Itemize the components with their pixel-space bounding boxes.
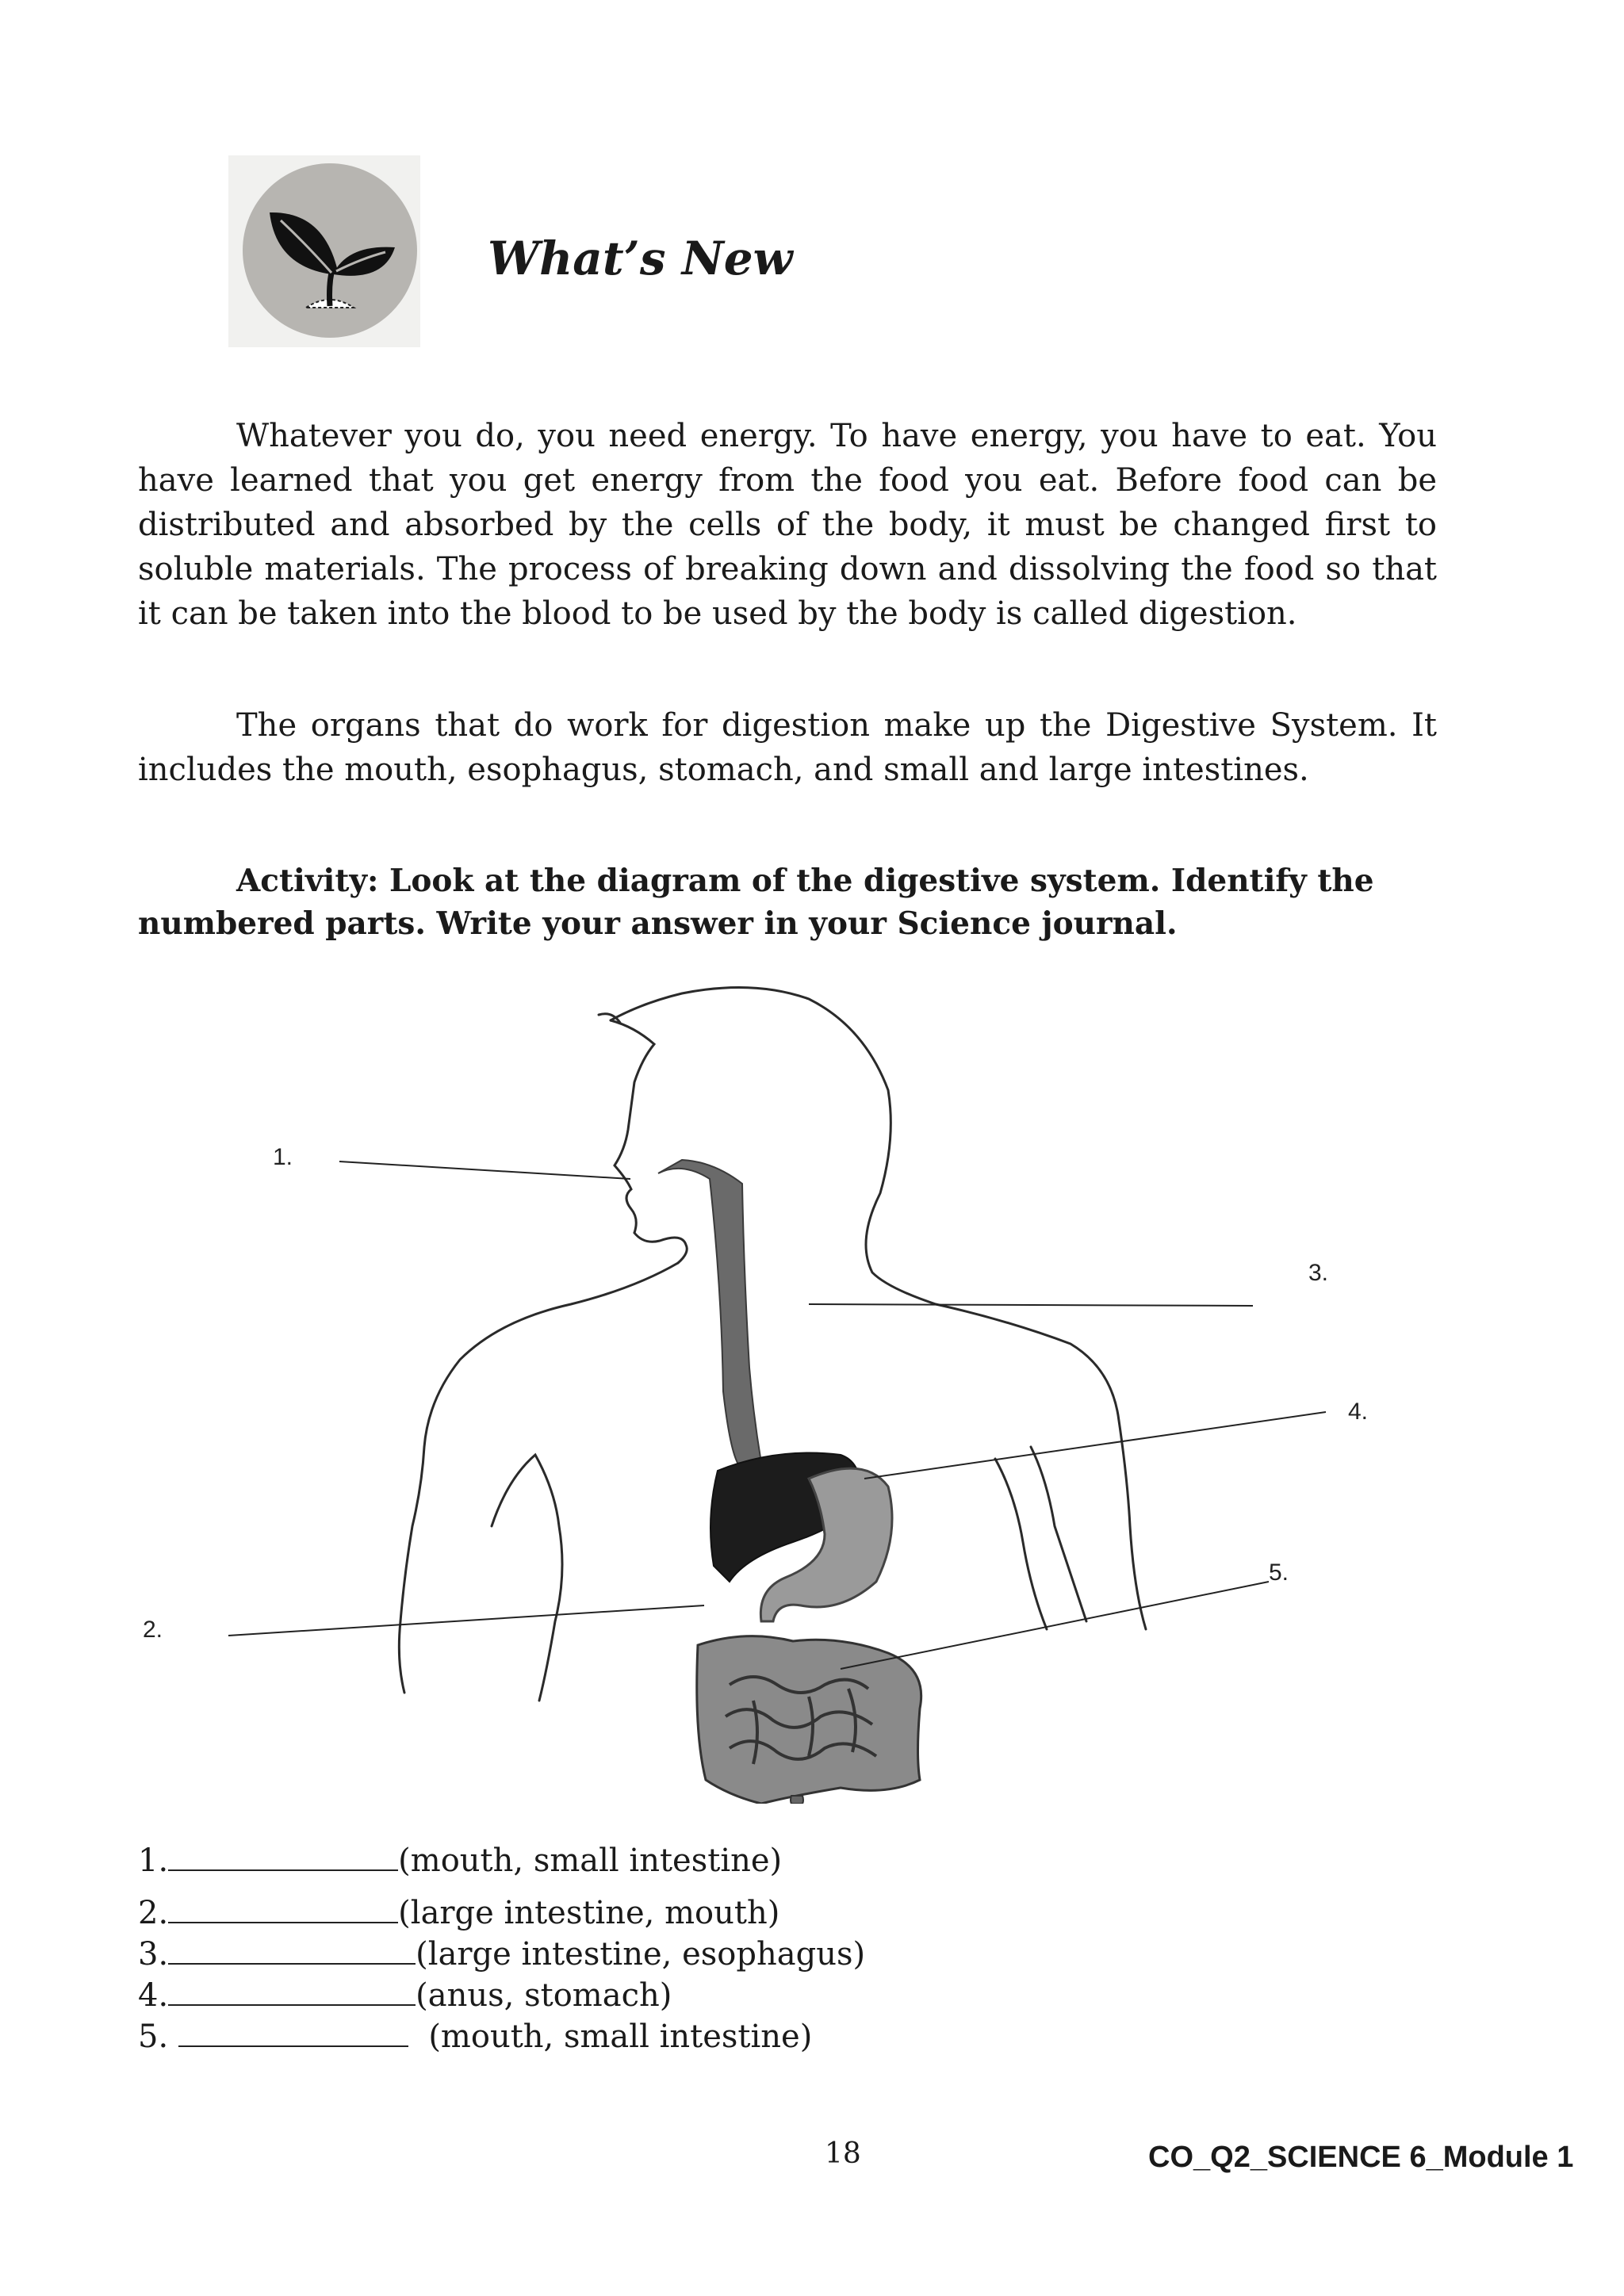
pointer-line-4 <box>864 1412 1326 1479</box>
activity-instructions: Activity: Look at the diagram of the digestive system. Identify the numbered parts. Write your answer in your Science journal. <box>138 863 1374 942</box>
answer-blank-1[interactable] <box>168 1839 398 1871</box>
answer-blank-2[interactable] <box>168 1892 398 1923</box>
pointer-line-1 <box>339 1161 630 1179</box>
answer-row: 4. (anus, stomach) <box>138 1974 865 2015</box>
answer-row: 2. (large intestine, mouth) <box>138 1892 865 1933</box>
intro-paragraph-block <box>138 414 1437 636</box>
header-icon-badge <box>228 155 420 347</box>
digestive-system-paragraph-block <box>138 703 1437 792</box>
pointer-line-2 <box>228 1605 704 1636</box>
answer-row: 1. (mouth, small intestine) <box>138 1839 865 1881</box>
pointer-line-5 <box>841 1582 1269 1669</box>
section-title: What’s New <box>488 232 793 285</box>
answer-row: 5. (mouth, small intestine) <box>138 2015 865 2057</box>
diagram-label-1: 1. <box>273 1144 293 1170</box>
answer-blank-3[interactable] <box>168 1933 416 1965</box>
answer-row: 3. (large intestine, esophagus) <box>138 1933 865 1974</box>
diagram-label-2: 2. <box>143 1617 163 1643</box>
esophagus-shape <box>658 1160 761 1467</box>
sprout-icon <box>228 155 420 347</box>
answer-list <box>138 1839 865 2057</box>
intro-paragraph: Whatever you do, you need energy. To have energy, you have to eat. You have learned that you get energy from the food you eat. Before food can be distributed and absorbed by the cells of the body, it must be changed first to soluble materials. The process of breaking down and dissolving the food so that it can be taken into the blood to be used by the body is called digestion. <box>138 418 1437 632</box>
answer-blank-5[interactable] <box>178 2015 408 2047</box>
module-code: CO_Q2_SCIENCE 6_Module 1 <box>1148 2141 1574 2174</box>
answer-blank-4[interactable] <box>168 1974 416 2006</box>
diagram-label-4: 4. <box>1348 1399 1369 1425</box>
page-number: 18 <box>825 2137 861 2170</box>
pointer-line-3 <box>809 1304 1253 1306</box>
digestive-system-diagram <box>127 971 1411 1804</box>
diagram-label-3: 3. <box>1308 1260 1329 1286</box>
rectum-shape <box>791 1796 803 1804</box>
diagram-label-5: 5. <box>1269 1559 1289 1586</box>
large-intestine-shape <box>697 1636 921 1804</box>
digestive-system-paragraph: The organs that do work for digestion make up the Digestive System. It includes the mouth, esophagus, stomach, and small and large intestines. <box>138 707 1437 788</box>
